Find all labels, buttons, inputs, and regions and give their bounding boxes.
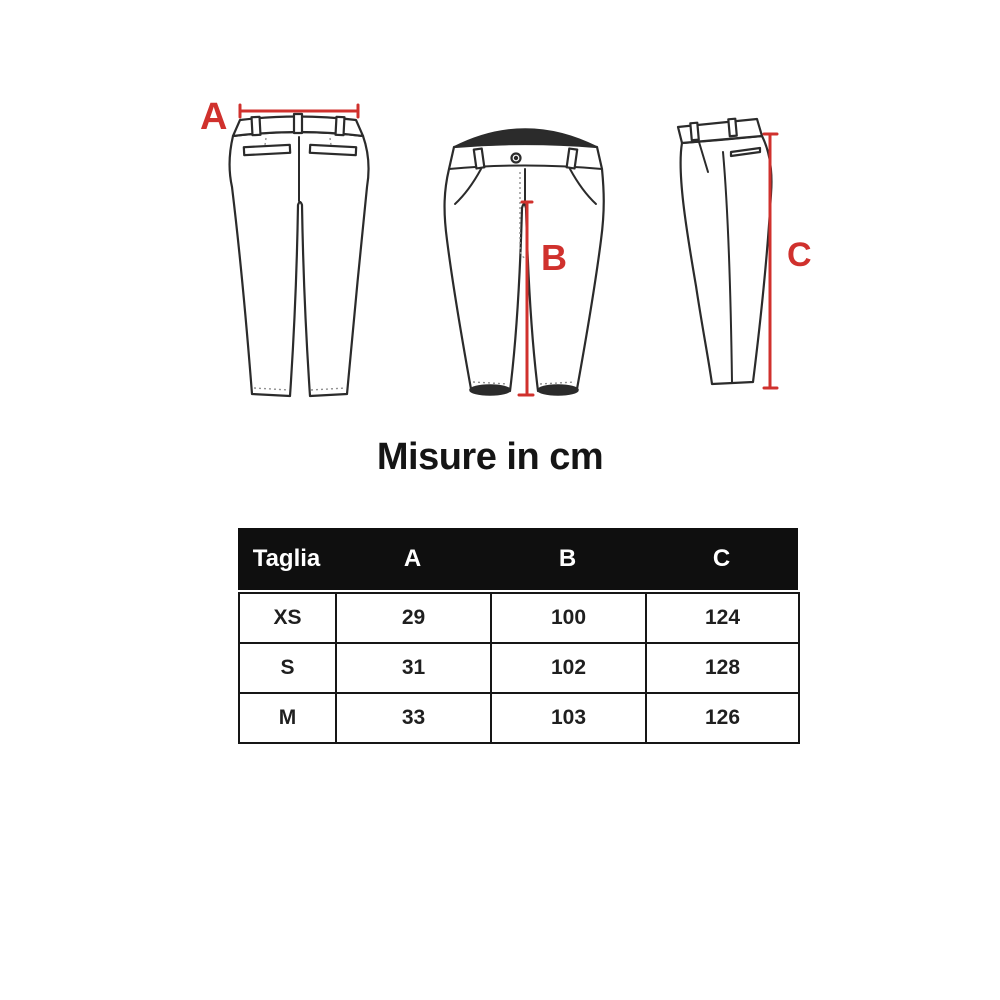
size-table — [238, 528, 798, 744]
size-cell: 126 — [646, 693, 799, 743]
belt-loop — [294, 114, 302, 133]
size-cell: 128 — [646, 643, 799, 693]
leg-opening-shadow — [470, 385, 510, 395]
side-leg-outline — [681, 136, 772, 384]
belt-loop — [690, 123, 698, 141]
size-cell: M — [239, 693, 336, 743]
measure-label-a: A — [200, 96, 228, 138]
belt-loop — [252, 117, 261, 135]
size-cell: 100 — [491, 593, 646, 643]
belt-loop — [336, 117, 345, 135]
size-cell: XS — [239, 593, 336, 643]
belt-loop — [567, 149, 578, 169]
back-welt-pocket — [310, 145, 356, 155]
waist-button-hole — [515, 157, 518, 160]
size-cell: 102 — [491, 643, 646, 693]
header-cell-a: A — [403, 545, 422, 572]
header-cell-taglia: Taglia — [252, 545, 321, 572]
size-table-header — [238, 528, 798, 590]
measure-label-c: C — [787, 236, 812, 274]
size-cell: 31 — [336, 643, 491, 693]
leg-opening-shadow — [538, 385, 578, 395]
belt-loop — [474, 149, 485, 169]
size-table-body — [238, 592, 800, 744]
size-row-m — [239, 693, 799, 743]
size-cell: S — [239, 643, 336, 693]
inner-waistband-shadow — [454, 129, 597, 147]
section-title: Misure in cm — [376, 436, 604, 478]
size-cell: 33 — [336, 693, 491, 743]
belt-loop — [728, 119, 736, 137]
header-cell-b: B — [558, 545, 577, 572]
measure-label-b: B — [541, 237, 567, 278]
pants-back-view-illustration — [210, 95, 390, 405]
header-cell-c: C — [712, 545, 731, 572]
size-cell: 29 — [336, 593, 491, 643]
size-row-xs — [239, 593, 799, 643]
pants-front-view-illustration — [438, 105, 613, 405]
back-welt-pocket — [244, 145, 290, 155]
size-cell: 103 — [491, 693, 646, 743]
size-cell: 124 — [646, 593, 799, 643]
size-row-s — [239, 643, 799, 693]
